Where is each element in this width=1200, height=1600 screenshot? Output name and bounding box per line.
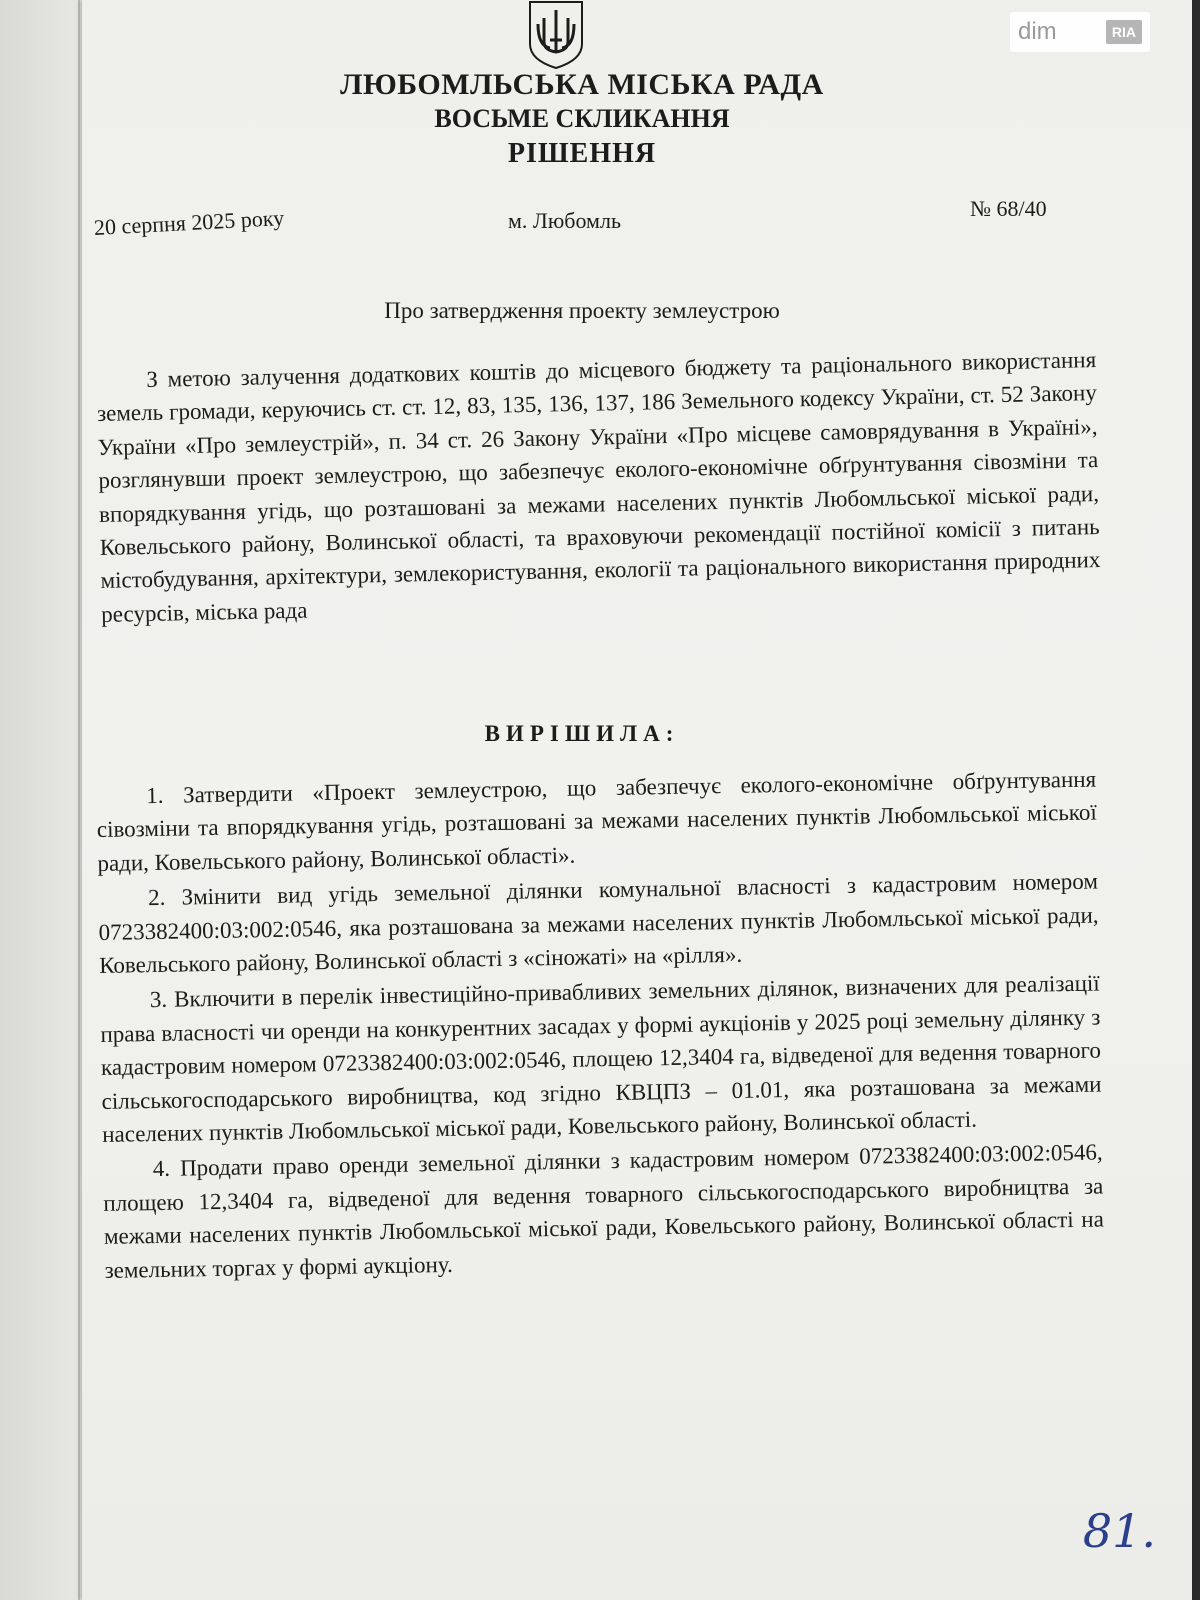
sheet-edge [78,0,80,1600]
resolution-point-1: 1. Затвердити «Проект землеустрою, що забезпечує еколого-економічне обґрунтування сівозміни та впорядкування угідь, розташовані за межами населених пунктів Любомльської міської ради, Ковельського району, Волинської області». [96,766,1097,876]
convocation: ВОСЬМЕ СКЛИКАННЯ [434,104,730,133]
decision-number: № 68/40 [970,196,1047,221]
resolution-points [96,763,1105,1289]
watermark-ria: RIA [1106,20,1142,44]
decision-subject: Про затвердження проекту землеустрою [384,298,780,323]
preamble-text: З метою залучення додаткових коштів до місцевого бюджету та раціонального використання земель громади, керуючись ст. ст. 12, 83, 135, 136, 137, 186 Земельного кодексу України, ст. 52 Закону України «Про землеустрій», п. 34 ст. 26 Закону України «Про місцеве самоврядування в Україні», розглянувши проект землеустрою, що забезпечує еколого-економічне обґрунтування сівозміни та впорядкування угідь, що розташовані за межами населених пунктів Любомльської міської ради, Ковельського району, Волинської області, та враховуючи рекомендації постійної комісії з питань містобудування, архітектури, землекористування, екології та раціонального використання природних ресурсів, міська рада [96,347,1101,627]
watermark [1010,12,1150,52]
resolution-point-3: 3. Включити в перелік інвестиційно-привабливих земельних ділянок, визначених для реалізації права власності чи оренди на конкурентних засадах у формі аукціонів у 2025 році земельну ділянку з кадастровим номером 0723382400:03:002:0546, площею 12,3404 га, відведеної для ведення товарного сільськогосподарського виробництва, код згідно КВЦПЗ – 01.01, яка розташована за межами населених пунктів Любомльської міської ради, Ковельського району, Волинської області. [100,970,1102,1148]
resolved-heading: ВИРІШИЛА: [484,721,680,746]
resolution-point-4: 4. Продати право оренди земельної ділянки з кадастровим номером 0723382400:03:002:0546, площею 12,3404 га, відведеної для ведення товарного сільськогосподарського виробництва за межами населених пунктів Любомльської міської ради, Ковельського району, Волинської області на земельних торгах у формі аукціону. [103,1139,1105,1283]
preamble [96,343,1101,631]
handwritten-page-number: 81. [1082,1504,1156,1558]
document-type: РІШЕННЯ [507,138,657,169]
trident-emblem-icon [524,0,588,70]
document-page [82,0,1192,1600]
decision-date: 20 серпня 2025 року [93,205,285,240]
resolution-point-2: 2. Змінити вид угідь земельної ділянки комунальної власності з кадастровим номером 0723382400:03:002:0546, яка розташована за межами населених пунктів Любомльської міської ради, Ковельського району, Волинської області з «сіножаті» на «рілля». [98,868,1099,979]
decision-city: м. Любомль [508,208,621,233]
watermark-dim: dim [1018,18,1057,45]
council-name: ЛЮБОМЛЬСЬКА МІСЬКА РАДА [340,68,824,101]
